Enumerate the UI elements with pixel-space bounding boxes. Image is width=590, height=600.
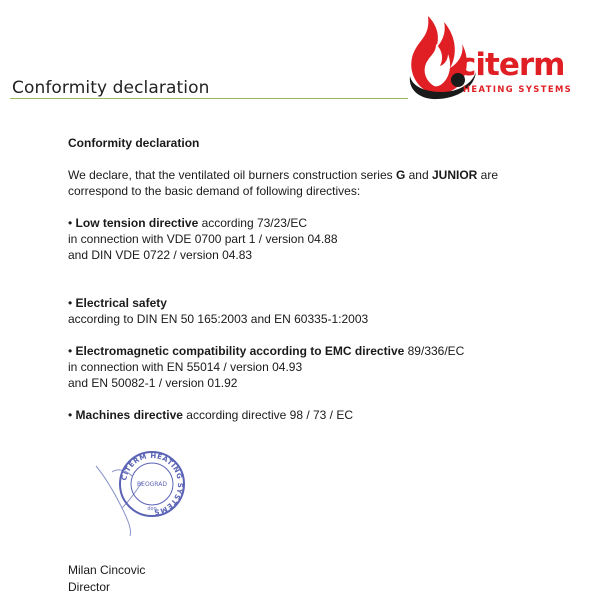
directive-line: in connection with EN 55014 / version 04.93 <box>68 360 303 374</box>
directive-electrical-safety: • Electrical safety <box>68 296 167 310</box>
signatory-title: Director <box>68 580 111 594</box>
svg-text:CITERM HEATING SYSTEMS: CITERM HEATING SYSTEMS <box>120 451 185 517</box>
signatory-name: Milan Cincovic <box>68 563 146 577</box>
document-heading: Conformity declaration <box>68 136 200 150</box>
svg-text:doo: doo <box>147 506 157 512</box>
directive-machines: • Machines directive according directive 98 / 73 / EC <box>68 408 354 422</box>
directive-line: and EN 50082-1 / version 01.92 <box>68 376 238 390</box>
directive-emc: • Electromagnetic compatibility according to EMC directive 89/336/EC <box>68 344 465 358</box>
signatory-block <box>68 562 145 596</box>
company-stamp-icon <box>92 448 202 538</box>
directive-line: and DIN VDE 0722 / version 04.83 <box>68 248 253 262</box>
page-title: Conformity declaration <box>12 78 210 98</box>
header-divider <box>10 98 408 99</box>
svg-text:BEOGRAD: BEOGRAD <box>137 481 167 488</box>
intro-paragraph: We declare, that the ventilated oil burners construction series G and JUNIOR are <box>68 168 499 182</box>
directive-low-tension: • Low tension directive according 73/23/EC <box>68 216 307 230</box>
logo-wordmark: citerm <box>458 47 565 83</box>
directive-line: in connection with VDE 0700 part 1 / version 04.88 <box>68 232 338 246</box>
declaration-body <box>68 135 568 423</box>
logo-tagline: HEATING SYSTEMS <box>463 84 573 94</box>
intro-line-2: correspond to the basic demand of following directives: <box>68 184 361 198</box>
directive-line: according to DIN EN 50 165:2003 and EN 60335-1:2003 <box>68 312 369 326</box>
